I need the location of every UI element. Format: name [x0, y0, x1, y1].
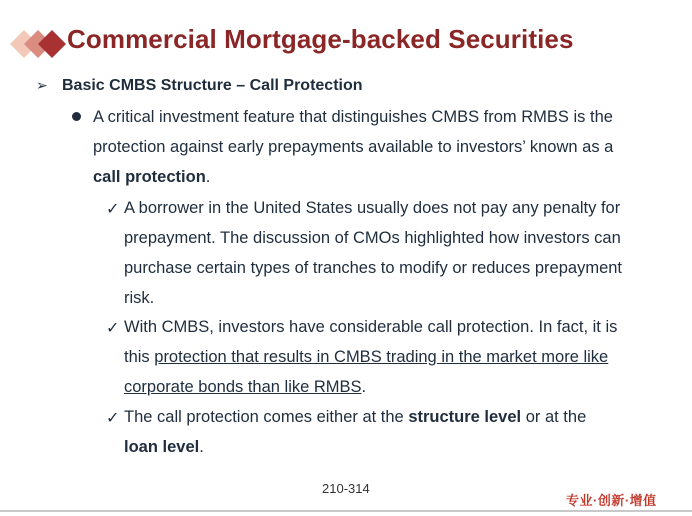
- check-line: corporate bonds than like RMBS.: [124, 378, 367, 396]
- slide-title: Commercial Mortgage-backed Securities: [67, 24, 574, 54]
- check-item: [124, 312, 617, 402]
- section-heading-text: Basic CMBS Structure – Call Protection: [62, 77, 363, 94]
- check-line: purchase certain types of tranches to modify or reduces prepayment: [124, 259, 623, 277]
- bullet-line: protection against early prepayments available to investors’ known as a: [93, 138, 614, 156]
- check-icon: ✓: [106, 320, 120, 337]
- bullet-dot-icon: [72, 112, 81, 121]
- check-icon: ✓: [106, 410, 120, 427]
- check-item: [124, 193, 622, 313]
- underlined-text: corporate bonds than like RMBS: [124, 378, 362, 396]
- bold-term: loan level: [124, 438, 200, 456]
- check-item: [124, 402, 586, 462]
- check-icon: ✓: [106, 201, 120, 218]
- logo-diamonds-icon: [10, 26, 66, 62]
- page-number: 210-314: [322, 481, 370, 496]
- bold-term: call protection: [93, 168, 206, 186]
- bullet-line: A critical investment feature that distinguishes CMBS from RMBS is the: [93, 108, 613, 126]
- footer-brand: 专业·创新·增值: [566, 493, 657, 508]
- check-line: A borrower in the United States usually does not pay any penalty for: [124, 199, 621, 217]
- underlined-text: protection that results in CMBS trading in the market more like: [154, 348, 609, 366]
- check-line: this protection that results in CMBS trading in the market more like: [124, 348, 609, 366]
- bullet-line: call protection.: [93, 168, 211, 186]
- bottom-divider: [0, 510, 692, 512]
- check-line: risk.: [124, 289, 155, 307]
- bold-term: structure level: [408, 408, 522, 426]
- check-line: With CMBS, investors have considerable call protection. In fact, it is: [124, 318, 618, 336]
- section-heading: [36, 77, 363, 95]
- bullet-paragraph: [93, 102, 613, 192]
- check-line: The call protection comes either at the structure level or at the: [124, 408, 587, 426]
- arrow-bullet-icon: ➢: [36, 77, 48, 93]
- check-line: prepayment. The discussion of CMOs highlighted how investors can: [124, 229, 621, 247]
- check-line: loan level.: [124, 438, 204, 456]
